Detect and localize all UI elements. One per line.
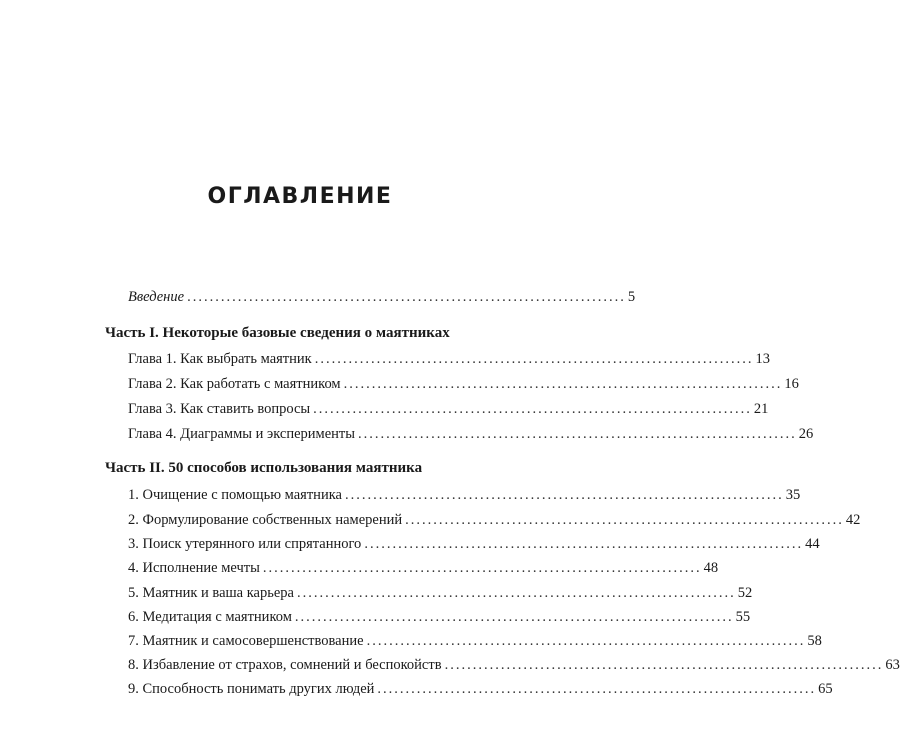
toc-page-number: 42 bbox=[845, 512, 861, 528]
toc-entry-item[interactable] bbox=[128, 486, 801, 504]
toc-entry-label: 2. Формулирование собственных намерений bbox=[128, 512, 403, 528]
toc-entry-label: Глава 1. Как выбрать маятник bbox=[128, 351, 312, 367]
toc-entry-label: 9. Способность понимать других людей bbox=[128, 681, 375, 697]
toc-page-number: 44 bbox=[805, 536, 820, 552]
toc-entry-label: Глава 4. Диаграммы и эксперименты bbox=[128, 426, 356, 442]
toc-page-number: 13 bbox=[755, 351, 770, 367]
toc-entry-label: Введение bbox=[128, 289, 185, 305]
dot-leader: .............................................................................. bbox=[262, 560, 702, 576]
dot-leader: .............................................................................. bbox=[313, 401, 752, 417]
toc-page-number: 35 bbox=[785, 487, 801, 503]
toc-entry-item[interactable] bbox=[128, 608, 751, 626]
dot-leader: .............................................................................. bbox=[314, 351, 754, 367]
toc-page-number: 21 bbox=[753, 401, 769, 417]
toc-entry-chapter[interactable] bbox=[128, 400, 769, 418]
toc-page-number: 48 bbox=[703, 560, 719, 576]
part-heading-2: Часть II. 50 способов использования маятника bbox=[105, 460, 423, 476]
toc-entry-label: 6. Медитация с маятником bbox=[128, 609, 292, 625]
toc-entry-chapter[interactable] bbox=[128, 425, 814, 443]
toc-page-number: 63 bbox=[885, 657, 900, 673]
dot-leader: .............................................................................. bbox=[344, 487, 784, 503]
toc-entry-label: 7. Маятник и самосовершенствование bbox=[128, 633, 364, 649]
dot-leader: .............................................................................. bbox=[405, 512, 844, 528]
toc-entry-label: Глава 3. Как ставить вопросы bbox=[128, 401, 311, 417]
dot-leader: .............................................................................. bbox=[364, 536, 804, 552]
toc-entry-item[interactable] bbox=[128, 535, 820, 553]
toc-page-number: 52 bbox=[737, 585, 753, 601]
toc-entry-item[interactable] bbox=[128, 632, 822, 650]
dot-leader: .............................................................................. bbox=[294, 609, 734, 625]
toc-page-number: 58 bbox=[807, 633, 822, 649]
dot-leader: .............................................................................. bbox=[343, 376, 783, 392]
toc-page-number: 65 bbox=[818, 681, 833, 697]
dot-leader: .............................................................................. bbox=[366, 633, 806, 649]
toc-entry-label: Глава 2. Как работать с маятником bbox=[128, 376, 341, 392]
toc-entry-label: 5. Маятник и ваша карьера bbox=[128, 585, 294, 601]
toc-page-number: 5 bbox=[627, 289, 636, 305]
toc-entry-label: 3. Поиск утерянного или спрятанного bbox=[128, 536, 362, 552]
page-title: ОГЛАВЛЕНИЕ bbox=[207, 184, 393, 209]
toc-entry-intro[interactable] bbox=[128, 288, 636, 306]
toc-entry-item[interactable] bbox=[128, 656, 900, 674]
toc-entry-item[interactable] bbox=[128, 511, 861, 529]
toc-entry-chapter[interactable] bbox=[128, 375, 799, 393]
dot-leader: .............................................................................. bbox=[187, 289, 626, 305]
toc-page-number: 16 bbox=[784, 376, 799, 392]
toc-entry-chapter[interactable] bbox=[128, 350, 770, 368]
dot-leader: .............................................................................. bbox=[377, 681, 817, 697]
part-heading-1: Часть I. Некоторые базовые сведения о маятниках bbox=[105, 325, 450, 341]
toc-entry-label: 8. Избавление от страхов, сомнений и беспокойств bbox=[128, 657, 442, 673]
dot-leader: .............................................................................. bbox=[296, 585, 736, 601]
toc-entry-label: 4. Исполнение мечты bbox=[128, 560, 260, 576]
toc-entry-item[interactable] bbox=[128, 584, 753, 602]
toc-entry-item[interactable] bbox=[128, 680, 833, 698]
toc-entry-label: 1. Очищение с помощью маятника bbox=[128, 487, 342, 503]
toc-entry-item[interactable] bbox=[128, 559, 719, 577]
dot-leader: .............................................................................. bbox=[358, 426, 797, 442]
toc-page-number: 55 bbox=[735, 609, 751, 625]
dot-leader: .............................................................................. bbox=[444, 657, 884, 673]
toc-page-number: 26 bbox=[798, 426, 814, 442]
